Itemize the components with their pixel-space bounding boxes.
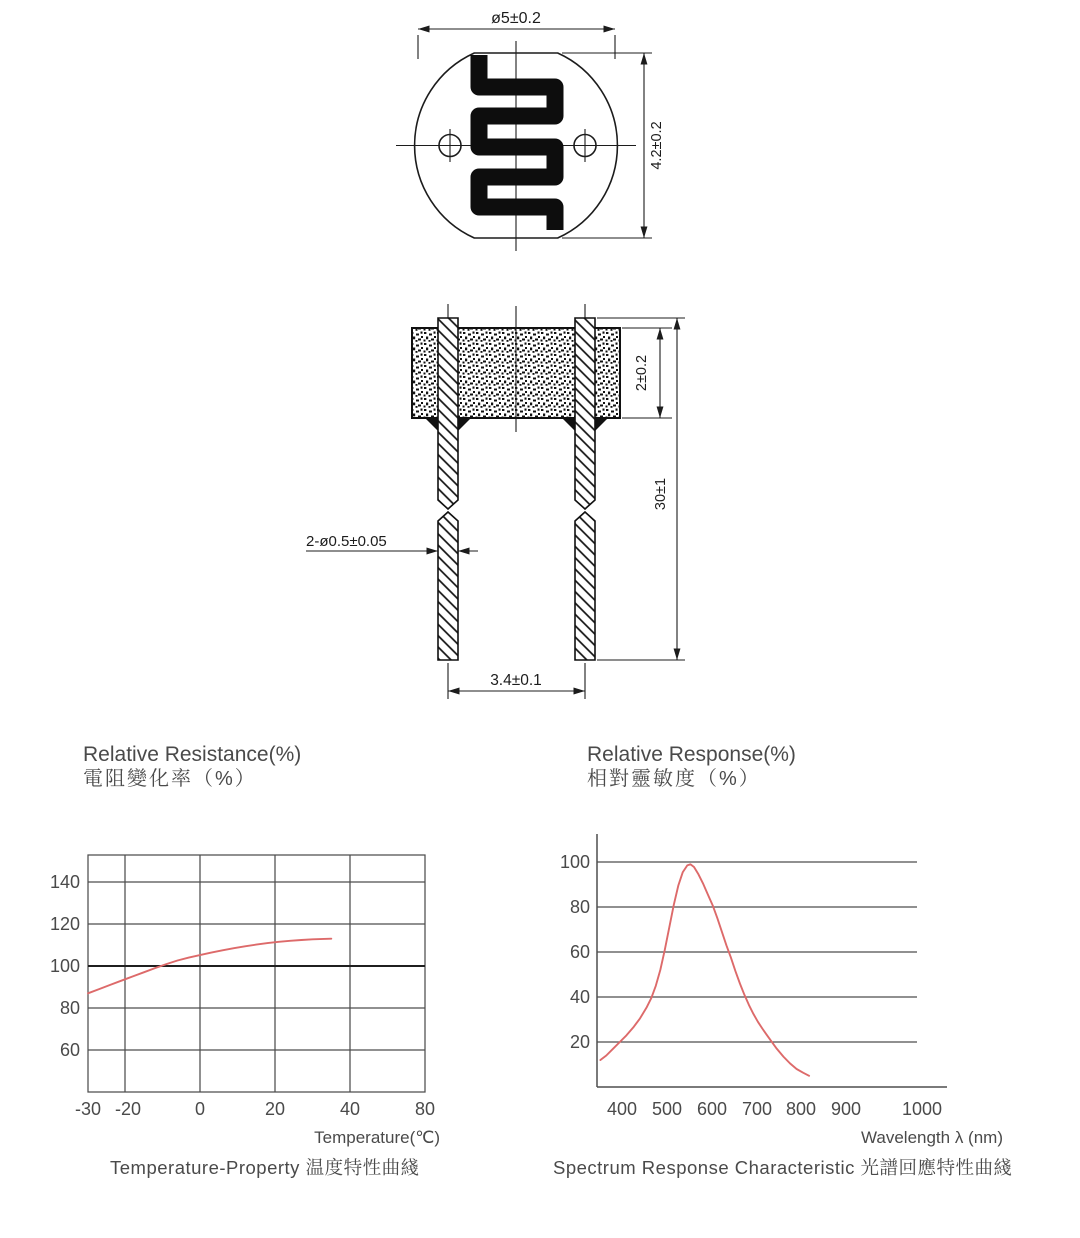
dim-text-height: 4.2±0.2 <box>649 121 665 170</box>
x-tick-label: 400 <box>606 1099 638 1119</box>
y-tick-label: 140 <box>49 872 80 892</box>
dim-text-lead-length: 30±1 <box>653 477 669 511</box>
dim-text-body-thickness: 2±0.2 <box>634 354 650 392</box>
temp-chart-title <box>83 742 301 792</box>
lead-left-lower <box>438 512 458 660</box>
y-tick-label: 100 <box>49 956 80 976</box>
y-tick-label: 80 <box>569 897 590 917</box>
temp-chart-xlabel: Temperature(℃) <box>314 1128 440 1147</box>
x-tick-label: 700 <box>741 1099 773 1119</box>
x-tick-label: 500 <box>651 1099 683 1119</box>
temp-chart <box>40 828 470 1128</box>
solder-fillet <box>458 418 471 431</box>
x-tick-label: 20 <box>264 1099 286 1119</box>
solder-fillet <box>595 418 608 431</box>
temp-chart-title-cjk: 電阻變化率（%） <box>83 768 257 790</box>
y-tick-label: 40 <box>569 987 590 1007</box>
y-tick-label: 60 <box>59 1040 80 1060</box>
x-tick-label: 800 <box>785 1099 817 1119</box>
spectrum-chart-xlabel: Wavelength λ (nm) <box>860 1128 1003 1147</box>
dim-text-lead-pitch: 3.4±0.1 <box>490 672 542 689</box>
lead-right-lower <box>575 512 595 660</box>
spectrum-chart-caption: Spectrum Response Characteristic 光譜回應特性曲綫 <box>553 1157 1013 1178</box>
y-tick-label: 120 <box>49 914 80 934</box>
y-tick-label: 100 <box>559 852 590 872</box>
dim-text-diameter: ø5±0.2 <box>491 10 541 27</box>
temp-chart-caption: Temperature-Property 温度特性曲綫 <box>110 1157 420 1178</box>
x-tick-label: 40 <box>339 1099 361 1119</box>
spectral-response-curve <box>600 864 809 1076</box>
solder-fillet <box>425 418 438 431</box>
x-tick-label: 0 <box>194 1099 206 1119</box>
temp-chart-title-en: Relative Resistance(%) <box>83 743 302 766</box>
y-tick-label: 20 <box>569 1032 590 1052</box>
spectrum-chart-title <box>587 742 796 792</box>
x-tick-label: 600 <box>696 1099 728 1119</box>
lead-left-upper <box>438 318 458 509</box>
dim-text-lead-diameter: 2-ø0.5±0.05 <box>306 533 387 550</box>
y-tick-label: 80 <box>59 998 80 1018</box>
spectrum-chart-title-en: Relative Response(%) <box>587 743 796 766</box>
x-tick-label: 80 <box>414 1099 436 1119</box>
x-tick-label: -30 <box>74 1099 102 1119</box>
x-tick-label: 1000 <box>901 1099 943 1119</box>
spectrum-chart-title-cjk: 相對靈敏度（%） <box>587 768 761 790</box>
side-view-drawing <box>280 298 700 713</box>
lead-right-upper <box>575 318 595 509</box>
solder-fillet <box>562 418 575 431</box>
spectrum-chart <box>548 828 1028 1128</box>
top-view-drawing <box>378 5 678 270</box>
x-tick-label: -20 <box>114 1099 142 1119</box>
serpentine-track <box>479 55 555 230</box>
y-tick-label: 60 <box>569 942 590 962</box>
x-tick-label: 900 <box>830 1099 862 1119</box>
